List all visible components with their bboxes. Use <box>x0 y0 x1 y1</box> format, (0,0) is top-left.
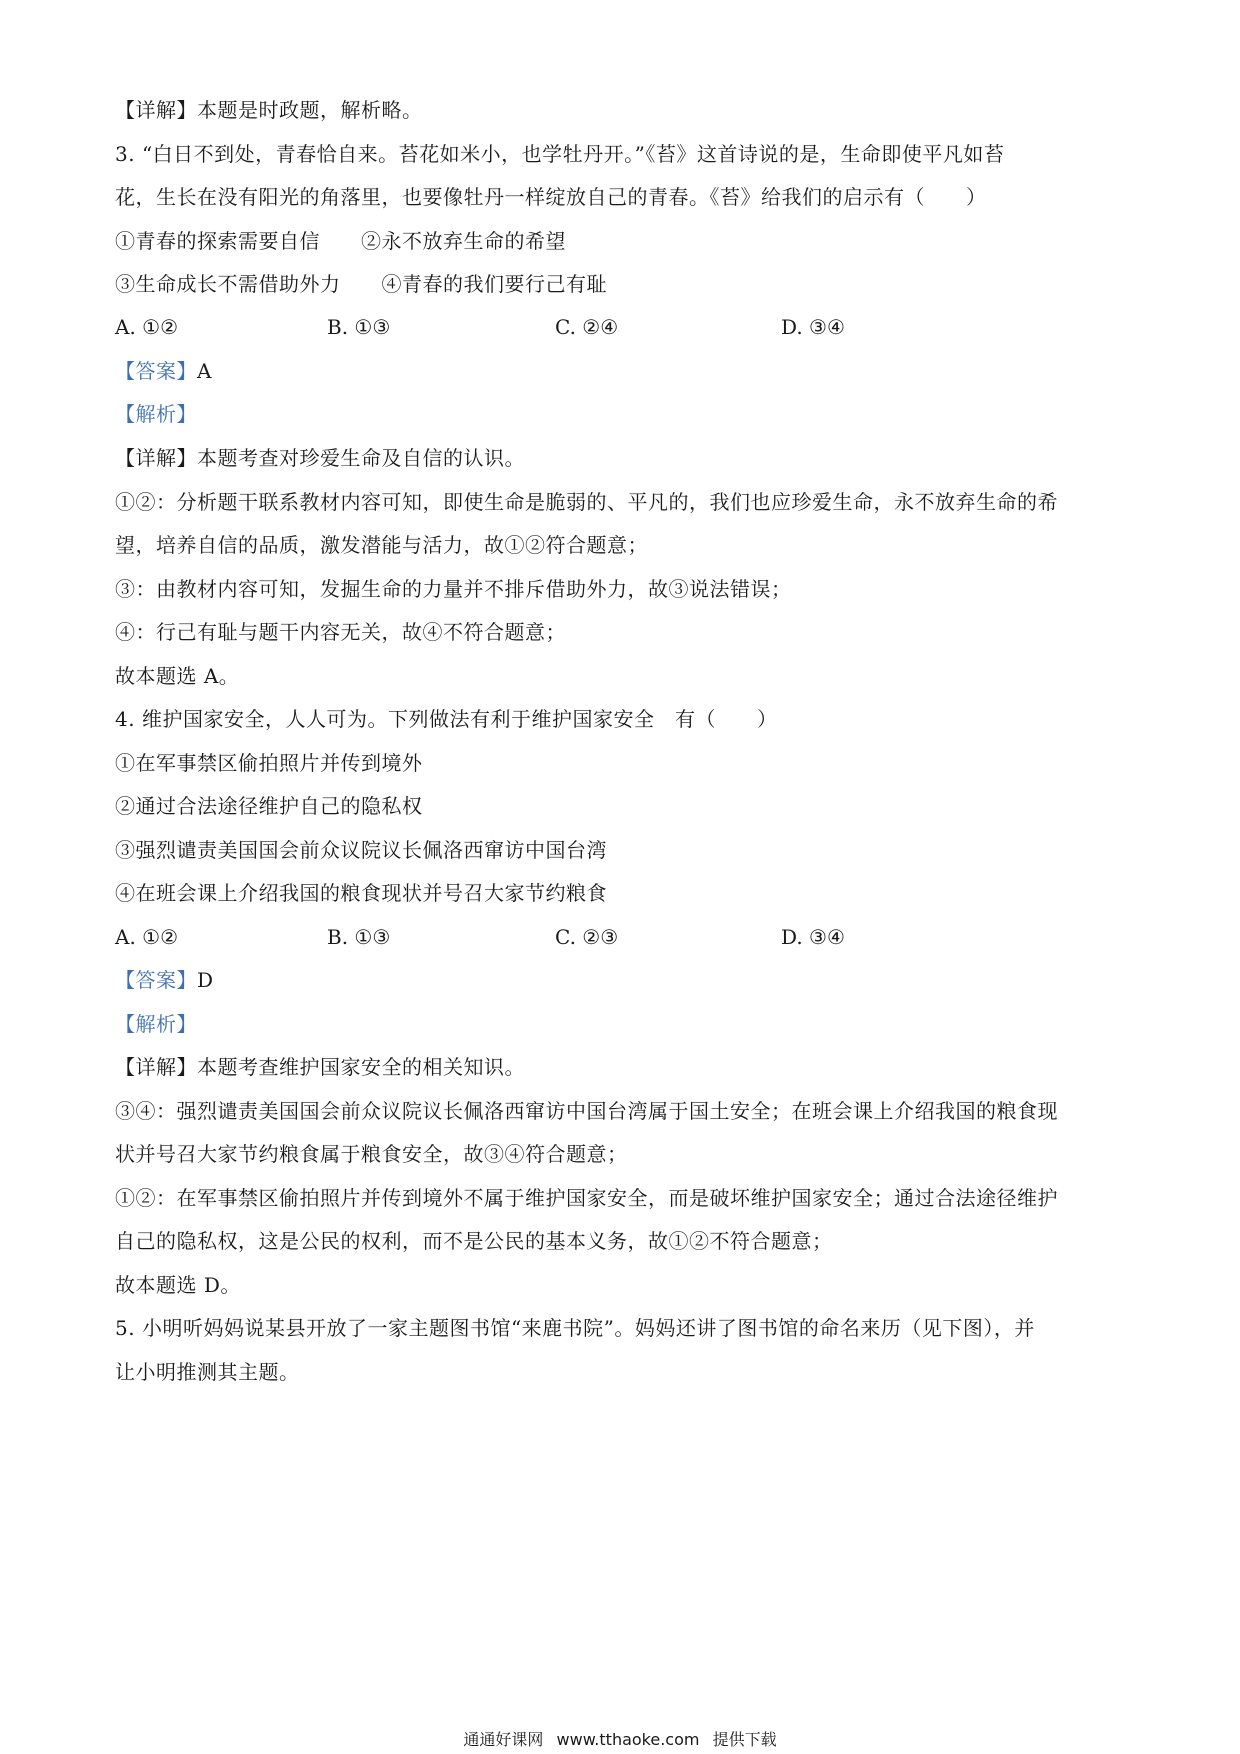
q4-item-2: ②通过合法途径维护自己的隐私权 <box>115 794 423 818</box>
q3-items-line-1: ①青春的探索需要自信 ②永不放弃生命的希望 <box>115 229 566 253</box>
q3-stem-line-1: 3. “白日不到处，青春恰自来。苔花如米小，也学牡丹开。”《苔》这首诗说的是，生命即使平凡如苔 <box>115 142 1005 166</box>
q3-option-c: C. ②④ <box>555 315 619 339</box>
q4-option-a: A. ①② <box>115 925 179 949</box>
q3-answer-value: A <box>197 359 212 383</box>
q3-explanation-3: ④：行己有耻与题干内容无关，故④不符合题意； <box>115 620 566 644</box>
q4-item-3: ③强烈谴责美国国会前众议院议长佩洛西窜访中国台湾 <box>115 838 607 862</box>
footer-suffix: 提供下载 <box>712 1730 777 1749</box>
q4-stem-line: 4. 维护国家安全，人人可为。下列做法有利于维护国家安全 有（ ） <box>115 707 778 731</box>
analysis-label: 【解析】 <box>115 402 197 426</box>
q4-explanation-1b: 状并号召大家节约粮食属于粮食安全，故③④符合题意； <box>115 1142 628 1166</box>
q5-stem-line-1: 5. 小明听妈妈说某县开放了一家主题图书馆“来鹿书院”。妈妈还讲了图书馆的命名来历（见下图），并 <box>115 1316 1035 1340</box>
q2-detail-line <box>115 96 423 124</box>
q4-conclusion: 故本题选 D。 <box>115 1273 241 1297</box>
q3-option-b: B. ①③ <box>327 315 391 339</box>
q3-explanation-1a: ①②：分析题干联系教材内容可知，即使生命是脆弱的、平凡的，我们也应珍爱生命，永不放弃生命的希 <box>115 490 1058 514</box>
q4-options <box>115 923 1125 951</box>
footer-site-name: 通通好课网 <box>463 1730 544 1749</box>
detail-label: 【详解】 <box>115 1055 197 1079</box>
q4-option-b: B. ①③ <box>327 925 391 949</box>
q4-option-c: C. ②③ <box>555 925 619 949</box>
q4-explanation-2b: 自己的隐私权，这是公民的权利，而不是公民的基本义务，故①②不符合题意； <box>115 1229 833 1253</box>
analysis-label: 【解析】 <box>115 1012 197 1036</box>
q4-analysis-line <box>115 1010 197 1038</box>
q4-explanation-2a: ①②：在军事禁区偷拍照片并传到境外不属于维护国家安全，而是破坏维护国家安全；通过合法途径维护 <box>115 1186 1058 1210</box>
q3-option-a: A. ①② <box>115 315 179 339</box>
q3-explanation-1b: 望，培养自信的品质，激发潜能与活力，故①②符合题意； <box>115 533 648 557</box>
detail-label: 【详解】 <box>115 446 197 470</box>
q4-detail-text: 本题考查维护国家安全的相关知识。 <box>197 1055 525 1079</box>
q3-items-line-2: ③生命成长不需借助外力 ④青春的我们要行己有耻 <box>115 272 607 296</box>
q3-options <box>115 313 1125 341</box>
q3-detail-text: 本题考查对珍爱生命及自信的认识。 <box>197 446 525 470</box>
q4-answer-value: D <box>197 968 214 992</box>
q4-explanation-1a: ③④：强烈谴责美国国会前众议院议长佩洛西窜访中国台湾属于国土安全；在班会课上介绍我国的粮食现 <box>115 1099 1058 1123</box>
answer-label: 【答案】 <box>115 359 197 383</box>
answer-label: 【答案】 <box>115 968 197 992</box>
q3-option-d: D. ③④ <box>781 315 845 339</box>
q4-option-d: D. ③④ <box>781 925 845 949</box>
q4-answer-line <box>115 966 214 994</box>
detail-text: 本题是时政题，解析略。 <box>197 98 423 122</box>
q4-detail-line <box>115 1053 525 1081</box>
q5-stem-line-2: 让小明推测其主题。 <box>115 1360 300 1384</box>
q4-item-4: ④在班会课上介绍我国的粮食现状并号召大家节约粮食 <box>115 881 607 905</box>
page-footer <box>0 1730 1240 1750</box>
q3-stem-line-2: 花，生长在没有阳光的角落里，也要像牡丹一样绽放自己的青春。《苔》给我们的启示有（ ） <box>115 185 987 209</box>
q3-conclusion: 故本题选 A。 <box>115 664 240 688</box>
q4-item-1: ①在军事禁区偷拍照片并传到境外 <box>115 751 423 775</box>
q3-explanation-2: ③：由教材内容可知，发掘生命的力量并不排斥借助外力，故③说法错误； <box>115 577 792 601</box>
q3-answer-line <box>115 357 212 385</box>
footer-url: www.tthaoke.com <box>556 1730 700 1749</box>
q3-analysis-line <box>115 400 197 428</box>
q3-detail-line <box>115 444 525 472</box>
detail-label: 【详解】 <box>115 98 197 122</box>
